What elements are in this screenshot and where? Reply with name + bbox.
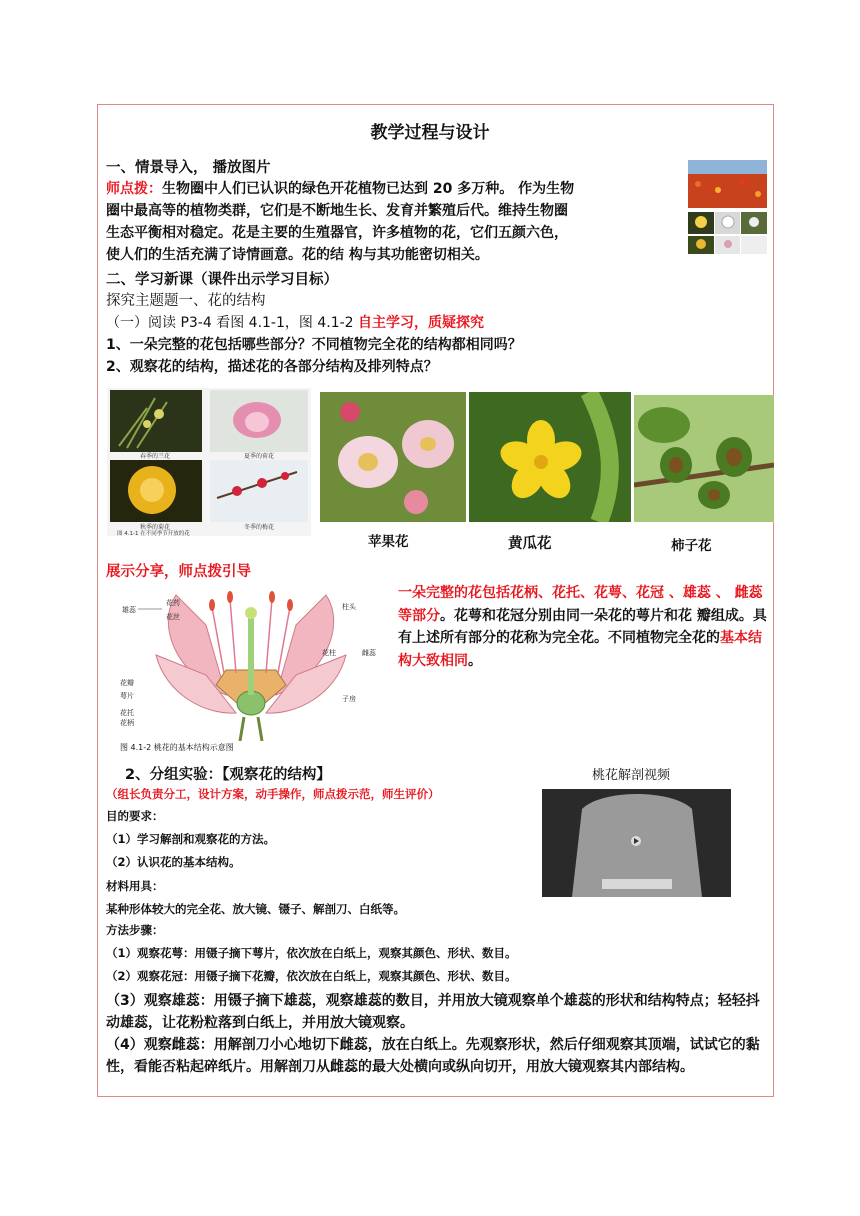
persimmon-flower-photo xyxy=(634,395,774,522)
peach-flower-diagram xyxy=(116,585,384,741)
svg-text:秋季的菊花: 秋季的菊花 xyxy=(139,524,171,531)
svg-text:春季的兰花: 春季的兰花 xyxy=(139,453,171,460)
cucumber-flower-photo xyxy=(469,392,631,522)
materials-label: 材料用具： xyxy=(106,879,164,893)
svg-text:花药: 花药 xyxy=(166,599,180,607)
svg-text:冬季的梅花: 冬季的梅花 xyxy=(243,524,275,531)
cucumber-flower-caption: 黄瓜花 xyxy=(508,536,552,552)
steps-label: 方法步骤： xyxy=(106,923,164,937)
persimmon-flower-caption: 柿子花 xyxy=(671,538,712,554)
svg-text:花丝: 花丝 xyxy=(166,613,180,621)
teacher-tip-label: 师点拨： xyxy=(106,181,162,197)
share-heading: 展示分享，师点拨引导 xyxy=(106,564,251,580)
svg-text:花柱: 花柱 xyxy=(322,649,336,657)
diagram-caption: 图 4.1-2 桃花的基本结构示意图 xyxy=(120,743,234,752)
step-3: （3）观察雄蕊：用镊子摘下雄蕊，观察雄蕊的数目，并用放大镜观察单个雄蕊的形状和结构特点；轻轻抖动雄蕊，让花粉粒落到白纸上，并用放大镜观察。 xyxy=(106,993,760,1031)
apple-flower-photo xyxy=(320,392,466,522)
materials: 某种形体较大的完全花、放大镜、镊子、解剖刀、白纸等。 xyxy=(106,902,405,916)
step-4: （4）观察雌蕊：用解剖刀小心地切下雌蕊，放在白纸上。先观察形状，然后仔细观察其顶端，试试它的黏性，看能否粘起碎纸片。用解剖刀从雌蕊的最大处横向或纵向切开，用放大镜观察其内部结构。 xyxy=(106,1037,760,1075)
svg-text:花柄: 花柄 xyxy=(120,719,134,727)
section1-line-1: 师点拨：生物圈中人们已认识的绿色开花植物已达到 20 多万种。 作为生物 xyxy=(106,181,575,197)
svg-text:图 4.1-1 在不同季节开放的花: 图 4.1-1 在不同季节开放的花 xyxy=(117,531,190,536)
topic-line: 探究主题题一、花的结构 xyxy=(106,293,266,309)
purpose-2: （2）认识花的基本结构。 xyxy=(106,855,241,869)
apple-flower-caption: 苹果花 xyxy=(368,534,409,550)
svg-text:萼片: 萼片 xyxy=(120,692,134,700)
purpose-1: （1）学习解剖和观察花的方法。 xyxy=(106,832,275,846)
step-2: （2）观察花冠：用镊子摘下花瓣，依次放在白纸上，观察其颜色、形状、数目。 xyxy=(106,969,517,983)
answer-paragraph: 一朵完整的花包括花柄、花托、花萼、花冠 、雄蕊 、 雌蕊 等部分。花萼和花冠分别由同一朵花的萼片和花 瓣组成。具有上述所有部分的花称为完全花。不同植物完全花的基本结构大致相同。 xyxy=(398,585,767,669)
svg-text:花托: 花托 xyxy=(120,709,134,717)
section1-line-4: 使人们的生活充满了诗情画意。花的结 构与其功能密切相关。 xyxy=(106,247,489,263)
svg-text:雄蕊: 雄蕊 xyxy=(122,606,136,614)
question-2: 2、观察花的结构，描述花的各部分结构及排列特点？ xyxy=(106,359,438,375)
svg-text:雌蕊: 雌蕊 xyxy=(362,649,376,657)
svg-text:柱头: 柱头 xyxy=(342,603,356,611)
experiment-heading: 2、分组实验：【观察花的结构】 xyxy=(125,767,331,783)
svg-text:子房: 子房 xyxy=(342,695,356,703)
video-label: 桃花解剖视频 xyxy=(592,768,671,783)
step-1: （1）观察花萼：用镊子摘下萼片，依次放在白纸上，观察其颜色、形状、数目。 xyxy=(106,946,517,960)
section2-heading: 二、学习新课（课件出示学习目标） xyxy=(106,272,338,288)
figure-seasonal-flowers xyxy=(107,388,311,536)
dissection-video[interactable] xyxy=(542,789,731,897)
reading-line: （一）阅读 P3-4 看图 4.1-1，图 4.1-2 自主学习，质疑探究 xyxy=(106,315,485,331)
section1-line-2: 圈中最高等的植物类群，它们是不断地生长、发育并繁殖后代。维持生物圈 xyxy=(106,203,568,219)
group-note: （组长负责分工，设计方案，动手操作，师点拨示范，师生评价） xyxy=(106,787,440,801)
question-1: 1、一朵完整的花包括哪些部分？不同植物完全花的结构都相同吗？ xyxy=(106,337,522,353)
section1-line-3: 生态平衡相对稳定。花是主要的生殖器官，许多植物的花，它们五颜六色， xyxy=(106,225,568,241)
intro-flower-collage xyxy=(688,160,767,256)
svg-text:夏季的荷花: 夏季的荷花 xyxy=(243,453,275,460)
purpose-label: 目的要求： xyxy=(106,809,164,823)
page-title: 教学过程与设计 xyxy=(370,123,490,143)
section1-heading: 一、情景导入， 播放图片 xyxy=(106,160,271,176)
svg-text:花瓣: 花瓣 xyxy=(120,679,134,687)
